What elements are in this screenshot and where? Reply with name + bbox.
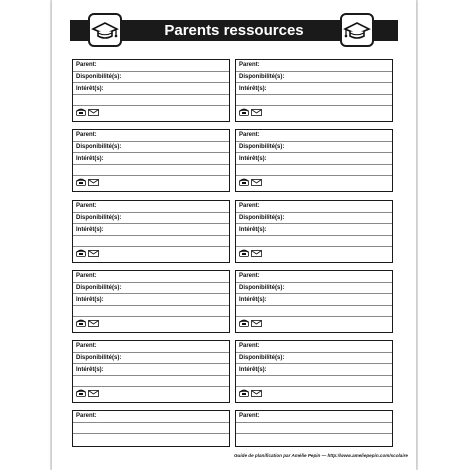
parent-card	[235, 200, 393, 263]
write-line	[73, 164, 229, 165]
write-line	[236, 94, 392, 95]
parent-card	[72, 200, 230, 263]
interests-label: Intérêt(s):	[76, 367, 104, 373]
phone-email-icon	[239, 389, 263, 397]
parent-card	[235, 270, 393, 333]
availability-label: Disponibilité(s):	[76, 144, 122, 150]
availability-label: Disponibilité(s):	[76, 285, 122, 291]
write-line	[73, 305, 229, 306]
write-line	[73, 246, 229, 247]
phone-email-icon	[76, 319, 100, 327]
parent-label: Parent:	[239, 203, 260, 209]
write-line	[236, 212, 392, 213]
write-line	[236, 175, 392, 176]
write-line	[236, 282, 392, 283]
write-line	[236, 141, 392, 142]
write-line	[236, 433, 392, 434]
page-title: Parents ressources	[164, 22, 304, 39]
parent-card	[72, 59, 230, 122]
write-line	[236, 235, 392, 236]
write-line	[236, 375, 392, 376]
write-line	[73, 212, 229, 213]
phone-email-icon	[76, 389, 100, 397]
phone-email-icon	[239, 249, 263, 257]
interests-label: Intérêt(s):	[239, 156, 267, 162]
parent-label: Parent:	[239, 413, 260, 419]
availability-label: Disponibilité(s):	[76, 74, 122, 80]
availability-label: Disponibilité(s):	[239, 144, 285, 150]
write-line	[73, 141, 229, 142]
parent-card	[72, 410, 230, 447]
parent-label: Parent:	[239, 273, 260, 279]
write-line	[236, 293, 392, 294]
interests-label: Intérêt(s):	[239, 367, 267, 373]
write-line	[236, 386, 392, 387]
phone-email-icon	[76, 249, 100, 257]
write-line	[73, 175, 229, 176]
phone-email-icon	[76, 178, 100, 186]
parent-label: Parent:	[239, 343, 260, 349]
write-line	[73, 82, 229, 83]
write-line	[73, 235, 229, 236]
interests-label: Intérêt(s):	[239, 86, 267, 92]
write-line	[73, 282, 229, 283]
parent-card	[72, 270, 230, 333]
write-line	[73, 422, 229, 423]
parent-card	[235, 129, 393, 192]
write-line	[236, 82, 392, 83]
parent-label: Parent:	[76, 203, 97, 209]
write-line	[73, 363, 229, 364]
parent-label: Parent:	[76, 62, 97, 68]
write-line	[236, 152, 392, 153]
interests-label: Intérêt(s):	[76, 297, 104, 303]
availability-label: Disponibilité(s):	[239, 74, 285, 80]
graduation-cap-icon	[340, 13, 374, 47]
write-line	[236, 105, 392, 106]
parent-card	[235, 59, 393, 122]
interests-label: Intérêt(s):	[239, 227, 267, 233]
phone-email-icon	[239, 178, 263, 186]
write-line	[236, 422, 392, 423]
parent-card	[72, 129, 230, 192]
write-line	[236, 71, 392, 72]
phone-email-icon	[76, 108, 100, 116]
footer-credit: Guide de planification par Amélie Pepin — http://www.ameliepepin.com/scolaire	[233, 453, 408, 458]
write-line	[236, 305, 392, 306]
parent-label: Parent:	[239, 62, 260, 68]
write-line	[236, 223, 392, 224]
parent-label: Parent:	[76, 132, 97, 138]
write-line	[236, 363, 392, 364]
interests-label: Intérêt(s):	[76, 86, 104, 92]
availability-label: Disponibilité(s):	[239, 215, 285, 221]
interests-label: Intérêt(s):	[76, 227, 104, 233]
phone-email-icon	[239, 319, 263, 327]
parent-label: Parent:	[76, 273, 97, 279]
write-line	[73, 375, 229, 376]
interests-label: Intérêt(s):	[239, 297, 267, 303]
phone-email-icon	[239, 108, 263, 116]
write-line	[236, 352, 392, 353]
parent-card	[235, 340, 393, 403]
parent-label: Parent:	[76, 343, 97, 349]
write-line	[73, 71, 229, 72]
availability-label: Disponibilité(s):	[239, 285, 285, 291]
write-line	[73, 352, 229, 353]
write-line	[73, 316, 229, 317]
parent-card	[235, 410, 393, 447]
write-line	[73, 94, 229, 95]
write-line	[73, 223, 229, 224]
write-line	[73, 105, 229, 106]
parent-card	[72, 340, 230, 403]
write-line	[236, 316, 392, 317]
parent-label: Parent:	[239, 132, 260, 138]
write-line	[73, 433, 229, 434]
availability-label: Disponibilité(s):	[76, 355, 122, 361]
parent-label: Parent:	[76, 413, 97, 419]
write-line	[73, 386, 229, 387]
availability-label: Disponibilité(s):	[239, 355, 285, 361]
interests-label: Intérêt(s):	[76, 156, 104, 162]
write-line	[236, 164, 392, 165]
write-line	[73, 293, 229, 294]
write-line	[236, 246, 392, 247]
write-line	[73, 152, 229, 153]
graduation-cap-icon	[88, 13, 122, 47]
availability-label: Disponibilité(s):	[76, 215, 122, 221]
